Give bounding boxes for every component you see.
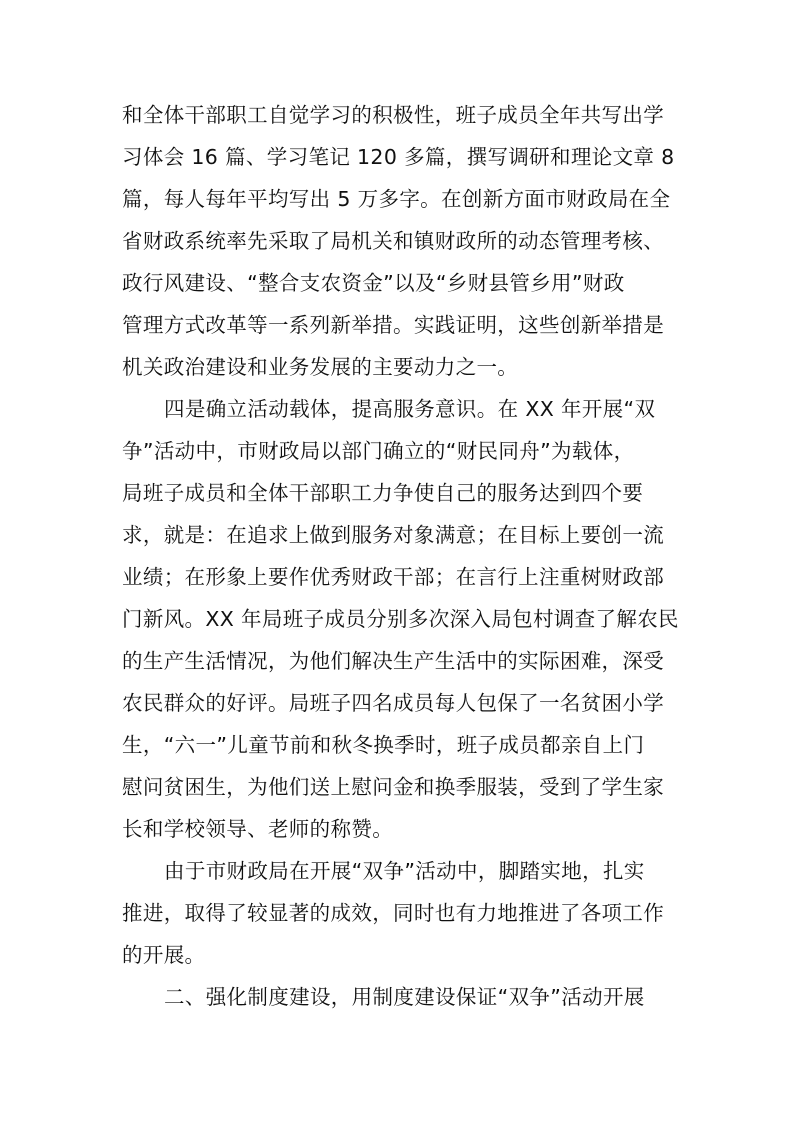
- text-line: 争”活动中，市财政局以部门确立的“财民同舟”为载体，: [122, 439, 635, 463]
- text-line: 的生产生活情况，为他们解决生产生活中的实际困难，深受: [122, 649, 665, 673]
- text-line: 业绩；在形象上要作优秀财政干部；在言行上注重树财政部: [122, 565, 665, 589]
- text-line: 推进，取得了较显著的成效，同时也有力地推进了各项工作: [122, 901, 665, 925]
- text-line: 习体会 16 篇、学习笔记 120 多篇，撰写调研和理论文章 8: [122, 145, 675, 169]
- text-line: 和全体干部职工自觉学习的积极性，班子成员全年共写出学: [122, 103, 665, 127]
- text-line: 的开展。: [122, 943, 206, 967]
- text-line: 篇，每人每年平均写出 5 万多字。在创新方面市财政局在全: [122, 187, 671, 211]
- text-line: 门新风。XX 年局班子成员分别多次深入局包村调查了解农民: [122, 607, 679, 631]
- text-line: 慰问贫困生，为他们送上慰问金和换季服装，受到了学生家: [122, 775, 665, 799]
- paragraph-start-line: 四是确立活动载体，提高服务意识。在 XX 年开展“双: [164, 397, 656, 421]
- text-line: 机关政治建设和业务发展的主要动力之一。: [122, 355, 519, 379]
- text-line: 求，就是：在追求上做到服务对象满意；在目标上要创一流: [122, 523, 665, 547]
- text-line: 省财政系统率先采取了局机关和镇财政所的动态管理考核、: [122, 229, 665, 253]
- paragraph-start-line: 由于市财政局在开展“双争”活动中，脚踏实地，扎实: [164, 859, 645, 883]
- text-line: 生，“六一”儿童节前和秋冬换季时，班子成员都亲自上门: [122, 733, 645, 757]
- section-heading-line: 二、强化制度建设，用制度建设保证“双争”活动开展: [164, 985, 645, 1009]
- text-line: 管理方式改革等一系列新举措。实践证明，这些创新举措是: [122, 313, 665, 337]
- text-line: 长和学校领导、老师的称赞。: [122, 817, 394, 841]
- text-line: 政行风建设、“整合支农资金”以及“乡财县管乡用”财政: [122, 271, 625, 295]
- text-line: 局班子成员和全体干部职工力争使自己的服务达到四个要: [122, 481, 644, 505]
- text-line: 农民群众的好评。局班子四名成员每人包保了一名贫困小学: [122, 691, 665, 715]
